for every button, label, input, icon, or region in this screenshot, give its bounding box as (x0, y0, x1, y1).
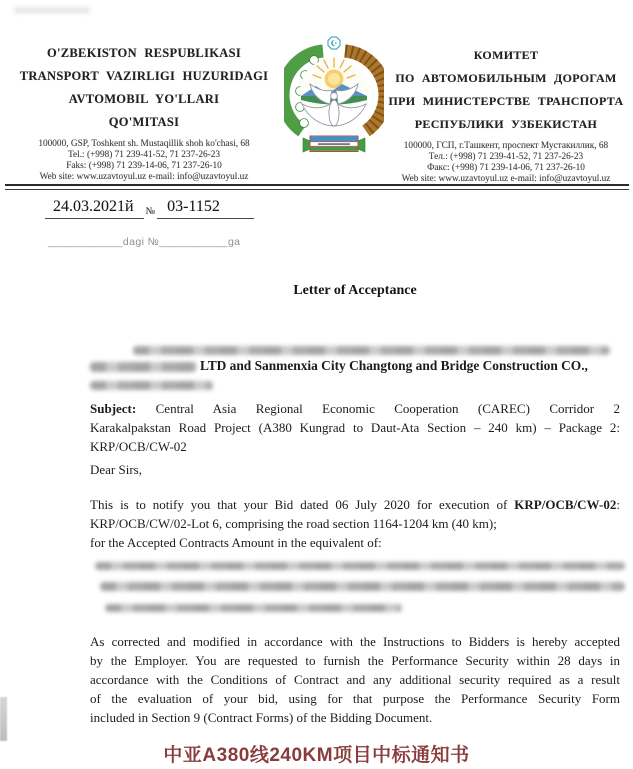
address-line: Web site: www.uzavtoyul.uz e-mail: info@uzavtoyul.uz (39, 172, 249, 182)
letterhead-right-line: КОМИТЕТ (473, 48, 539, 62)
address-line: Тел.: (+998) 71 239-41-52, 71 237-26-23 (428, 152, 584, 162)
address-line: Web site: www.uzavtoyul.uz e-mail: info@uzavtoyul.uz (401, 174, 611, 184)
scan-edge-shadow (0, 697, 7, 741)
subject-label: Subject: (90, 401, 137, 416)
subject-line: Subject: Central Asia Regional Economic Cooperation (CAREC) Corridor 2 (90, 401, 620, 416)
redacted-text (133, 346, 610, 355)
address-line: 100000, GSP, Toshkent sh. Mustaqillik shoh ko'chasi, 68 (38, 139, 250, 149)
letterhead-left-line: QO'MITASI (108, 115, 180, 129)
closing-line: accordance with the Conditions of Contract and any additional security required as a result (90, 672, 620, 687)
notification-paragraph (90, 495, 620, 552)
contract-ref-bold: KRP/OCB/CW-02 (514, 497, 617, 512)
letterhead-right-line: ПРИ МИНИСТЕРСТВЕ ТРАНСПОРТА (388, 94, 624, 108)
caption-text: 中亚A380线240KM项目中标通知书 (163, 745, 470, 766)
letterhead-left-address (10, 139, 278, 183)
letter-title: Letter of Acceptance (293, 283, 417, 298)
letterhead-left (10, 42, 278, 183)
letterhead-right-address (383, 141, 629, 185)
addressee-company: LTD and Sanmenxia City Changtong and Bridge Construction CO., (200, 358, 588, 373)
subject-paragraph (90, 399, 620, 456)
letterhead-right (383, 44, 629, 185)
reference-block (45, 198, 254, 219)
notify-line: for the Accepted Contracts Amount in the equivalent of: (90, 535, 382, 550)
scan-smudge (14, 7, 90, 13)
reference-blank-template: ____________dagi №___________ga (48, 236, 241, 248)
letterhead-right-line: ПО АВТОМОБИЛЬНЫМ ДОРОГАМ (395, 71, 617, 85)
redacted-amount (95, 562, 625, 570)
subject-line: Karakalpakstan Road Project (A380 Kungrad to Daut-Ata Section – 240 km) – Package 2: (90, 420, 620, 435)
letterhead-left-line: AVTOMOBIL YO'LLARI (68, 92, 220, 106)
addressee-line (90, 356, 628, 375)
address-line: Faks: (+998) 71 239-14-06, 71 237-26-10 (66, 161, 222, 171)
address-line: 100000, ГСП, г.Ташкент, проспект Мустакиллик, 68 (403, 141, 609, 151)
closing-line: included in Section 9 (Contract Forms) of the Bidding Document. (90, 710, 433, 725)
letterhead-left-line: TRANSPORT VAZIRLIGI HUZURIDAGI (19, 69, 269, 83)
closing-line: of the evaluation of your bid, using for that purpose the Performance Security Form (90, 691, 620, 706)
redacted-text (90, 381, 213, 390)
closing-line: As corrected and modified in accordance with the Instructions to Bidders is hereby accepted (90, 634, 620, 649)
notify-line: KRP/OCB/CW/02-Lot 6, comprising the road section 1164-1204 km (40 km); (90, 516, 497, 531)
address-line: Факс: (+998) 71 239-14-06, 71 237-26-10 (427, 163, 585, 173)
redacted-amount (105, 604, 402, 612)
redacted-amount (100, 582, 625, 591)
redacted-text (90, 362, 197, 372)
letterhead-left-title (10, 42, 278, 134)
letterhead-divider (5, 184, 629, 190)
closing-paragraph (90, 632, 620, 727)
number-sign: № (145, 206, 156, 217)
letter-number: 03-1152 (157, 198, 254, 219)
salutation: Dear Sirs, (90, 462, 142, 477)
letterhead-right-line: РЕСПУБЛИКИ УЗБЕКИСТАН (414, 117, 598, 131)
notify-line: This is to notify you that your Bid dated 06 July 2020 for execution of KRP/OCB/CW-02: (90, 497, 620, 512)
uzbekistan-emblem-icon (284, 34, 384, 162)
letterhead-right-title (383, 44, 629, 136)
letterhead-left-line: O'ZBEKISTON RESPUBLIKASI (46, 46, 242, 60)
closing-line: by the Employer. You are requested to furnish the Performance Security within 28 days in (90, 653, 620, 668)
subject-line: KRP/OCB/CW-02 (90, 439, 187, 454)
address-line: Tel.: (+998) 71 239-41-52, 71 237-26-23 (67, 150, 221, 160)
letter-date: 24.03.2021й (45, 198, 144, 219)
